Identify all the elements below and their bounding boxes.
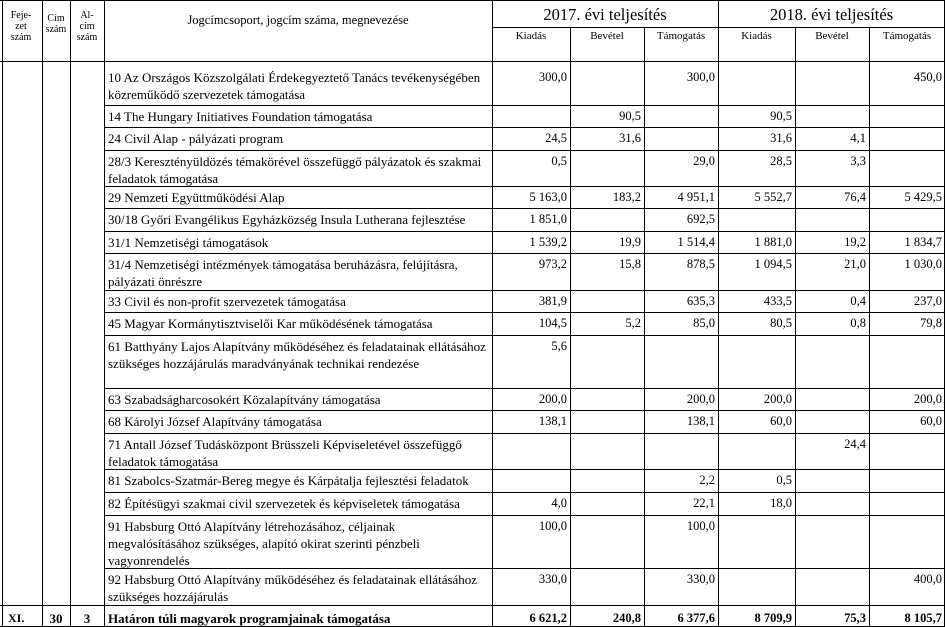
row-description: 68 Károlyi József Alapítvány támogatása bbox=[108, 414, 322, 429]
row-description: 10 Az Országos Közszolgálati Érdekegyeztető Tanács tevékenységében közreműködő szervezetek támogatása bbox=[108, 70, 481, 102]
row-value: 22,1 bbox=[693, 496, 715, 510]
header-jogcim-megnevezes: Jogcímcsoport, jogcím száma, megnevezése bbox=[187, 13, 409, 27]
row-value: 1 030,0 bbox=[904, 257, 942, 271]
header-2018-bevetel: Bevétel bbox=[815, 30, 849, 42]
row-value: 1 851,0 bbox=[529, 212, 567, 226]
row-value: 24,4 bbox=[844, 437, 866, 451]
row-value: 76,4 bbox=[844, 190, 866, 204]
grid-vertical-line bbox=[795, 27, 796, 627]
row-value: 237,0 bbox=[913, 294, 942, 308]
row-description: 14 The Hungary Initiatives Foundation támogatása bbox=[108, 109, 373, 124]
row-description: 45 Magyar Kormánytisztviselői Kar működésének támogatása bbox=[108, 316, 433, 331]
table-header bbox=[0, 0, 945, 61]
row-value: 400,0 bbox=[913, 572, 942, 586]
row-description: 31/1 Nemzetiségi támogatások bbox=[108, 235, 269, 250]
row-separator bbox=[104, 186, 945, 187]
header-2018-kiadas: Kiadás bbox=[741, 30, 772, 42]
row-value: 0,5 bbox=[551, 154, 567, 168]
row-description: 81 Szabolcs-Szatmár-Bereg megye és Kárpátalja fejlesztési feladatok bbox=[108, 473, 469, 488]
header-2017-tamogatas: Támogatás bbox=[656, 30, 706, 42]
row-value: 104,5 bbox=[538, 316, 567, 330]
row-value: 1 094,5 bbox=[754, 257, 792, 271]
row-value: 0,4 bbox=[850, 294, 866, 308]
header-2017-kiadas: Kiadás bbox=[515, 30, 547, 42]
row-value: 200,0 bbox=[686, 392, 715, 406]
row-separator bbox=[104, 312, 945, 313]
row-separator bbox=[104, 388, 945, 389]
row-value: 28,5 bbox=[770, 154, 792, 168]
total-value: 6 377,6 bbox=[677, 611, 715, 625]
row-value: 138,1 bbox=[686, 414, 715, 428]
row-value: 5,2 bbox=[625, 316, 641, 330]
row-separator bbox=[104, 105, 945, 106]
row-separator bbox=[104, 410, 945, 411]
row-separator bbox=[104, 515, 945, 516]
row-value: 4,1 bbox=[850, 131, 866, 145]
total-description: Határon túli magyarok programjainak támogatása bbox=[108, 611, 391, 626]
total-alcim: 3 bbox=[83, 611, 91, 626]
row-value: 692,5 bbox=[686, 212, 715, 226]
header-2018-tamogatas: Támogatás bbox=[882, 30, 932, 42]
row-value: 100,0 bbox=[686, 519, 715, 533]
grid-horizontal-line bbox=[492, 27, 945, 28]
row-value: 31,6 bbox=[619, 131, 641, 145]
row-value: 878,5 bbox=[686, 257, 715, 271]
header-2017-bevetel: Bevétel bbox=[590, 30, 624, 42]
total-fejezet: XI. bbox=[8, 611, 25, 625]
row-separator bbox=[104, 231, 945, 232]
grid-vertical-line bbox=[644, 27, 645, 627]
row-separator bbox=[104, 433, 945, 434]
row-value: 183,2 bbox=[612, 190, 641, 204]
row-value: 0,5 bbox=[776, 473, 792, 487]
header-alcim-szam: Al- cím szám bbox=[76, 10, 98, 43]
row-description: 29 Nemzeti Együttműködési Alap bbox=[108, 190, 285, 205]
grid-vertical-line bbox=[492, 0, 493, 627]
row-value: 100,0 bbox=[538, 519, 567, 533]
row-value: 90,5 bbox=[770, 109, 792, 123]
grid-horizontal-line bbox=[0, 61, 945, 62]
row-value: 18,0 bbox=[770, 496, 792, 510]
row-separator bbox=[104, 253, 945, 254]
row-value: 300,0 bbox=[538, 70, 567, 84]
row-description: 28/3 Keresztényüldözés témakörével összefüggő pályázatok és szakmai feladatok támogatása bbox=[108, 154, 482, 186]
row-description: 92 Habsburg Ottó Alapítvány működéséhez és feladatainak ellátásához szükséges hozzájárulás bbox=[108, 572, 478, 604]
row-value: 200,0 bbox=[913, 392, 942, 406]
header-2018-teljesites: 2018. évi teljesítés bbox=[769, 5, 894, 24]
grid-vertical-line bbox=[570, 27, 571, 627]
row-value: 24,5 bbox=[545, 131, 567, 145]
grid-vertical-line bbox=[42, 0, 43, 627]
total-value: 6 621,2 bbox=[529, 611, 567, 625]
grid-horizontal-line bbox=[0, 0, 945, 1]
row-value: 5 163,0 bbox=[529, 190, 567, 204]
row-value: 300,0 bbox=[686, 70, 715, 84]
row-value: 21,0 bbox=[844, 257, 866, 271]
row-value: 31,6 bbox=[770, 131, 792, 145]
row-value: 5 552,7 bbox=[754, 190, 792, 204]
row-value: 79,8 bbox=[920, 316, 942, 330]
total-value: 8 709,9 bbox=[754, 611, 792, 625]
row-separator bbox=[104, 568, 945, 569]
row-value: 1 539,2 bbox=[529, 235, 567, 249]
grid-vertical-line bbox=[2, 0, 3, 627]
row-value: 3,3 bbox=[850, 154, 866, 168]
row-value: 15,8 bbox=[619, 257, 641, 271]
row-value: 5 429,5 bbox=[904, 190, 942, 204]
grid-vertical-line bbox=[104, 0, 105, 627]
grid-vertical-line bbox=[718, 0, 719, 627]
row-value: 450,0 bbox=[913, 70, 942, 84]
row-value: 1 834,7 bbox=[904, 235, 942, 249]
row-value: 80,5 bbox=[770, 316, 792, 330]
row-description: 71 Antall József Tudásközpont Brüsszeli Képviseletével összefüggő feladatok támogatása bbox=[108, 437, 462, 469]
row-value: 5,6 bbox=[551, 339, 567, 353]
row-separator bbox=[104, 150, 945, 151]
row-value: 85,0 bbox=[693, 316, 715, 330]
row-description: 30/18 Győri Evangélikus Egyházközség Insula Lutherana fejlesztése bbox=[108, 212, 466, 227]
row-description: 63 Szabadságharcosokért Közalapítvány támogatása bbox=[108, 392, 381, 407]
row-description: 61 Batthyány Lajos Alapítvány működéséhez és feladatainak ellátásához szükséges hozzájárulás maradványának technikai rendezése bbox=[108, 339, 486, 371]
header-fejezet-szam: Feje- zet szám bbox=[10, 10, 32, 43]
row-value: 200,0 bbox=[763, 392, 792, 406]
row-value: 635,3 bbox=[686, 294, 715, 308]
row-separator bbox=[104, 290, 945, 291]
row-value: 330,0 bbox=[686, 572, 715, 586]
row-value: 0,8 bbox=[850, 316, 866, 330]
row-value: 19,9 bbox=[619, 235, 641, 249]
header-cim-szam: Cím szám bbox=[45, 13, 67, 35]
row-separator bbox=[104, 127, 945, 128]
row-value: 90,5 bbox=[619, 109, 641, 123]
total-value: 8 105,7 bbox=[904, 611, 942, 625]
row-separator bbox=[104, 469, 945, 470]
row-value: 19,2 bbox=[844, 235, 866, 249]
row-description: 91 Habsburg Ottó Alapítvány létrehozásához, céljainak megvalósításához szükséges, alapító okirat szerinti pénzbeli vagyonrendelés bbox=[108, 519, 420, 568]
row-value: 1 881,0 bbox=[754, 235, 792, 249]
row-description: 82 Építésügyi szakmai civil szervezetek és képviseletek támogatása bbox=[108, 496, 460, 511]
header-2017-teljesites: 2017. évi teljesítés bbox=[543, 5, 667, 24]
row-value: 60,0 bbox=[920, 414, 942, 428]
total-cim: 30 bbox=[49, 611, 63, 626]
row-value: 4,0 bbox=[551, 496, 567, 510]
row-value: 973,2 bbox=[538, 257, 567, 271]
total-separator bbox=[0, 605, 945, 606]
row-value: 433,5 bbox=[763, 294, 792, 308]
row-value: 4 951,1 bbox=[677, 190, 715, 204]
total-value: 75,3 bbox=[844, 611, 866, 625]
row-description: 24 Civil Alap - pályázati program bbox=[108, 131, 284, 146]
row-description: 31/4 Nemzetiségi intézmények támogatása beruházásra, felújításra, pályázati önrészre bbox=[108, 257, 458, 289]
row-value: 138,1 bbox=[538, 414, 567, 428]
row-value: 330,0 bbox=[538, 572, 567, 586]
row-separator bbox=[104, 208, 945, 209]
row-value: 2,2 bbox=[699, 473, 715, 487]
row-description: 33 Civil és non-profit szervezetek támogatása bbox=[108, 294, 346, 309]
row-separator bbox=[104, 335, 945, 336]
grid-vertical-line bbox=[70, 0, 71, 627]
grid-vertical-line bbox=[869, 27, 870, 627]
row-value: 60,0 bbox=[770, 414, 792, 428]
row-separator bbox=[104, 492, 945, 493]
row-value: 1 514,4 bbox=[677, 235, 715, 249]
row-value: 200,0 bbox=[538, 392, 567, 406]
row-value: 29,0 bbox=[693, 154, 715, 168]
row-value: 381,9 bbox=[538, 294, 567, 308]
total-value: 240,8 bbox=[612, 611, 641, 625]
